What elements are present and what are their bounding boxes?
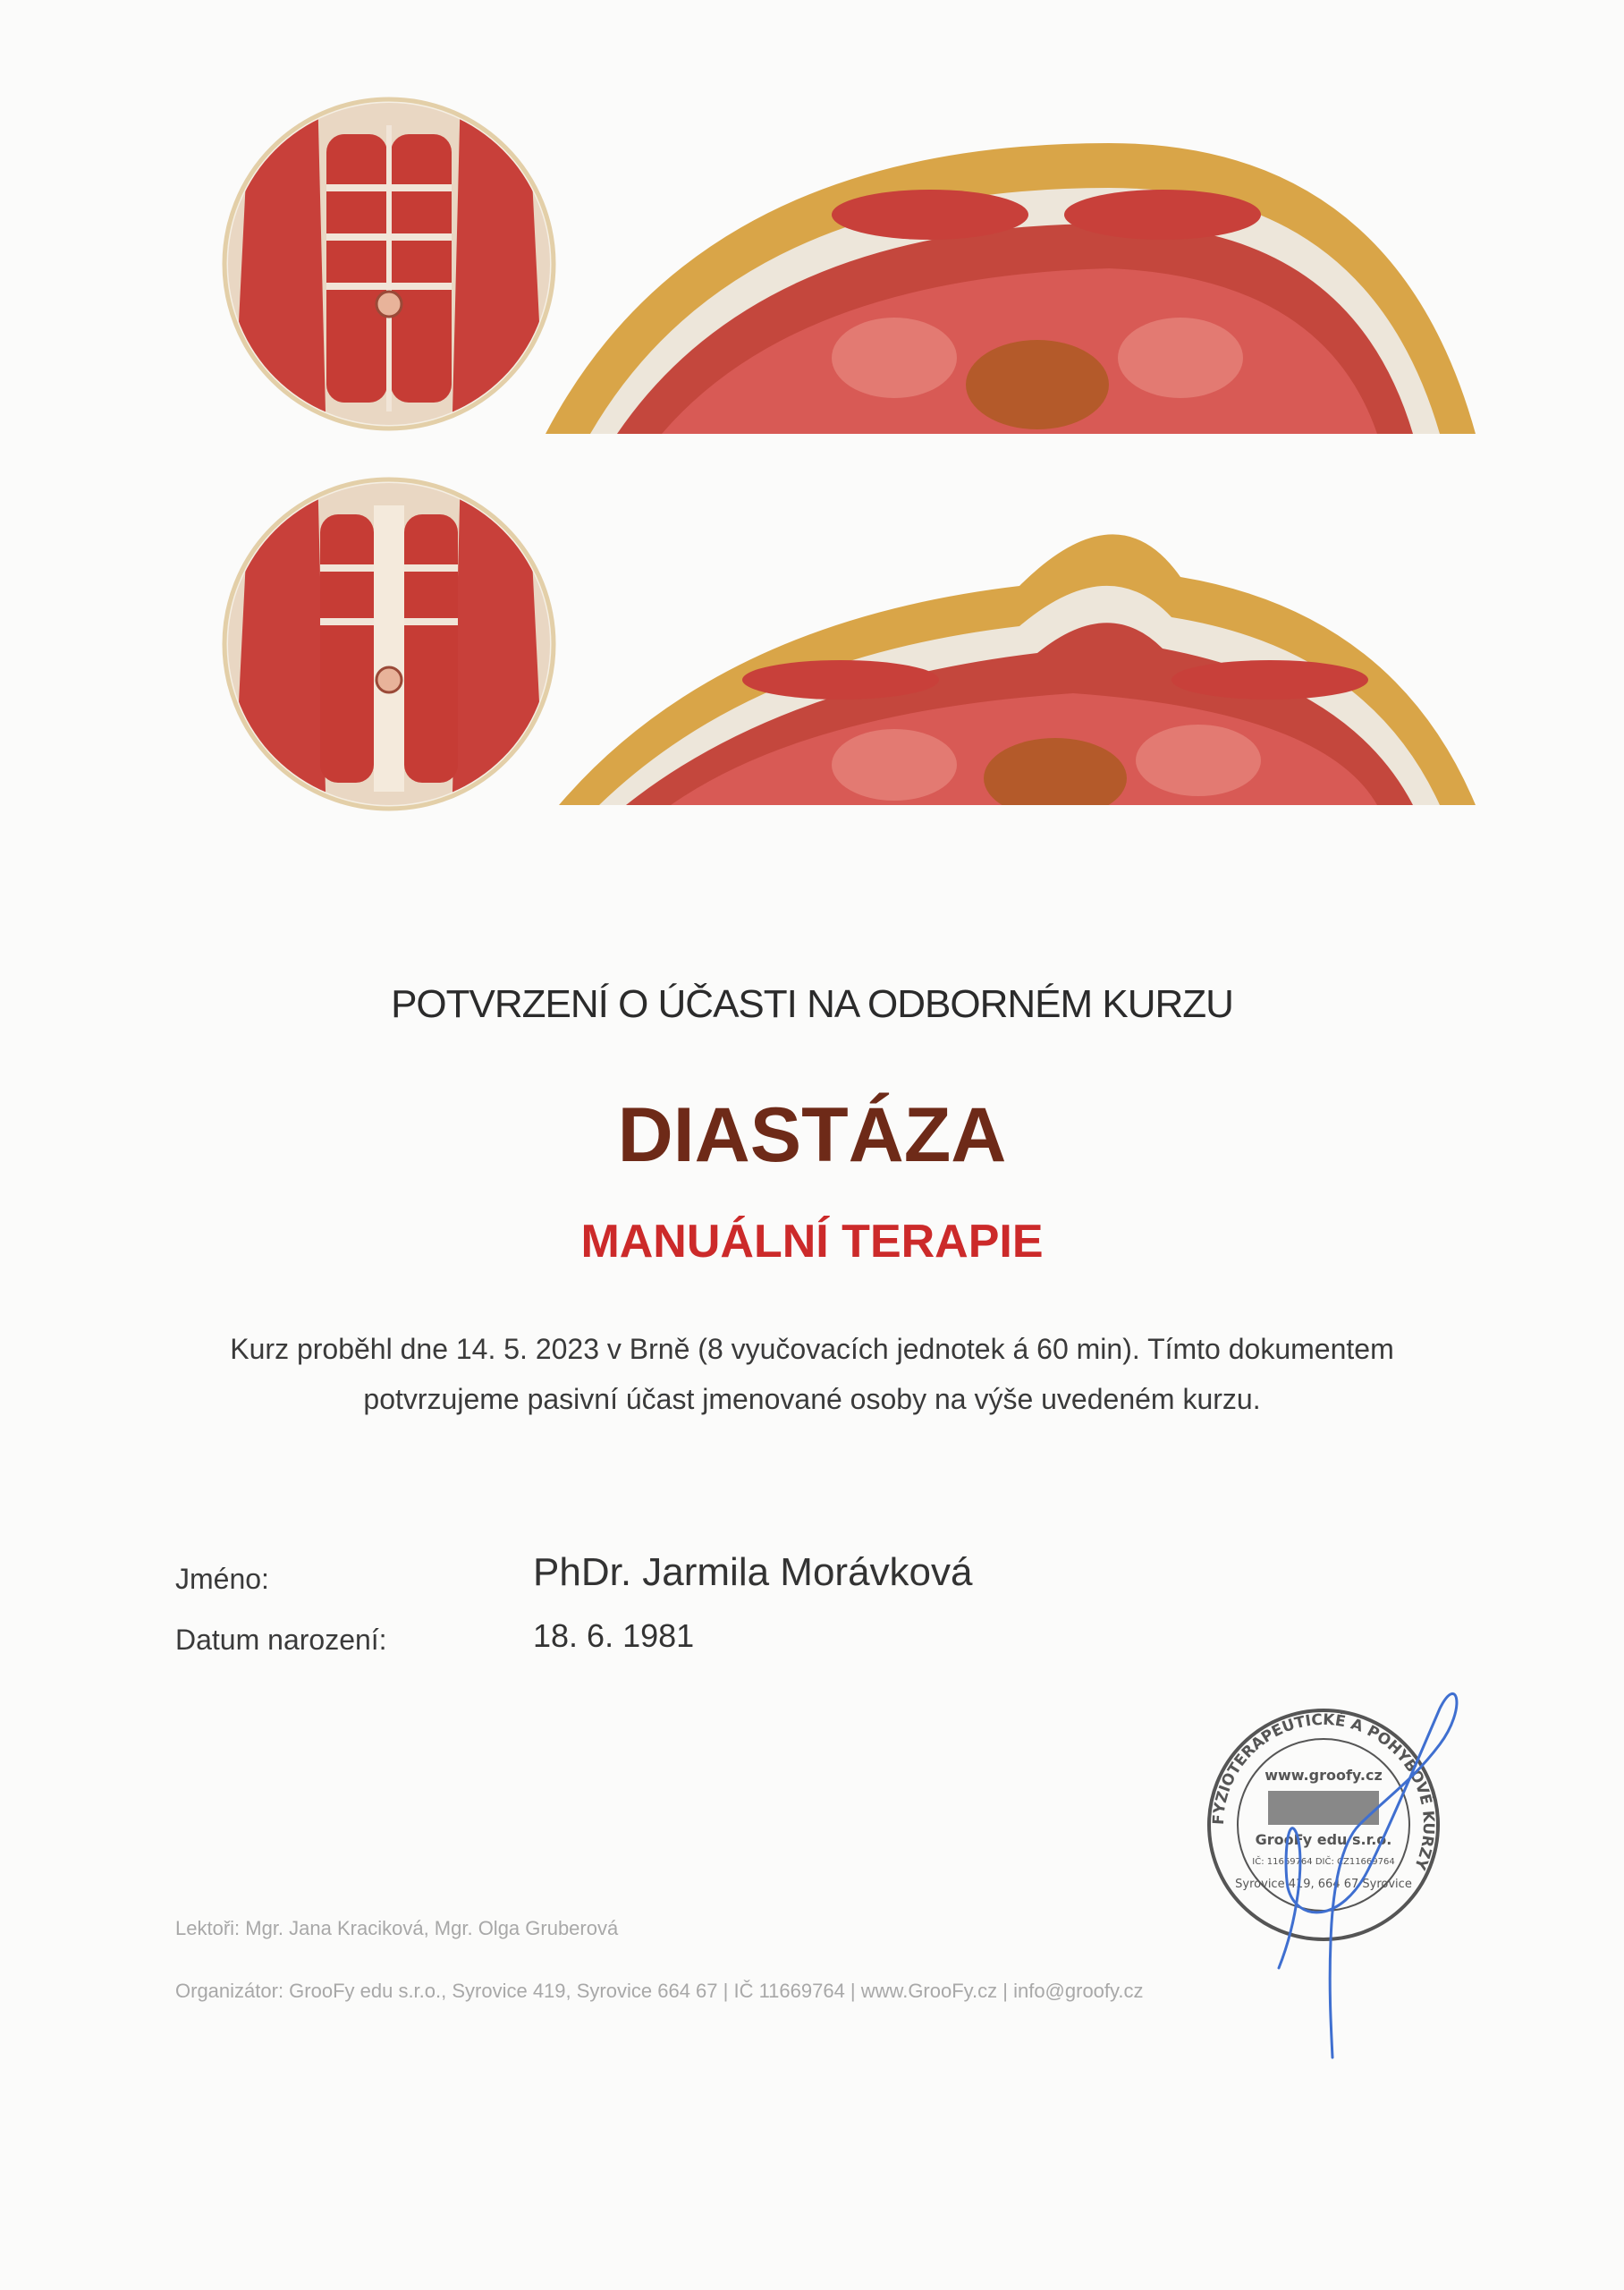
certificate-heading: POTVRZENÍ O ÚČASTI NA ODBORNÉM KURZU bbox=[391, 982, 1233, 1026]
name-value: PhDr. Jarmila Morávková bbox=[533, 1550, 973, 1594]
name-label: Jméno: bbox=[175, 1563, 269, 1595]
certificate-body bbox=[161, 1324, 1463, 1424]
company-stamp-signature bbox=[1171, 1655, 1476, 2066]
body-line-2: potvrzujeme pasivní účast jmenované osoby na výše uvedeném kurzu. bbox=[363, 1383, 1261, 1415]
abdominal-muscles-diastasis-illustration bbox=[215, 470, 1484, 827]
course-subtitle: MANUÁLNÍ TERAPIE bbox=[580, 1216, 1044, 1268]
course-title: DIASTÁZA bbox=[617, 1092, 1007, 1178]
birth-date-label: Datum narození: bbox=[175, 1624, 387, 1656]
stamp-ring-text: FYZIOTERAPEUTICKÉ A POHYBOVÉ KURZY bbox=[1209, 1710, 1438, 1872]
body-line-1: Kurz proběhl dne 14. 5. 2023 v Brně (8 vyučovacích jednotek á 60 min). Tímto dokumentem bbox=[230, 1333, 1394, 1365]
stamp-ids: IČ: 11669764 DIČ: CZ11669764 bbox=[1252, 1857, 1395, 1867]
abdominal-muscles-normal-illustration bbox=[215, 89, 1484, 447]
lecturers-line: Lektoři: Mgr. Jana Kraciková, Mgr. Olga Gruberová bbox=[175, 1917, 619, 1939]
stamp-company: GrooFy edu s.r.o. bbox=[1255, 1831, 1392, 1848]
birth-date-value: 18. 6. 1981 bbox=[533, 1617, 695, 1654]
stamp-web: www.groofy.cz bbox=[1265, 1767, 1383, 1784]
organizer-line: Organizátor: GrooFy edu s.r.o., Syrovice 419, Syrovice 664 67 | IČ 11669764 | www.GrooFy.cz | info@groofy.cz bbox=[175, 1980, 1144, 2002]
stamp-address: Syrovice 419, 664 67 Syrovice bbox=[1235, 1878, 1412, 1891]
